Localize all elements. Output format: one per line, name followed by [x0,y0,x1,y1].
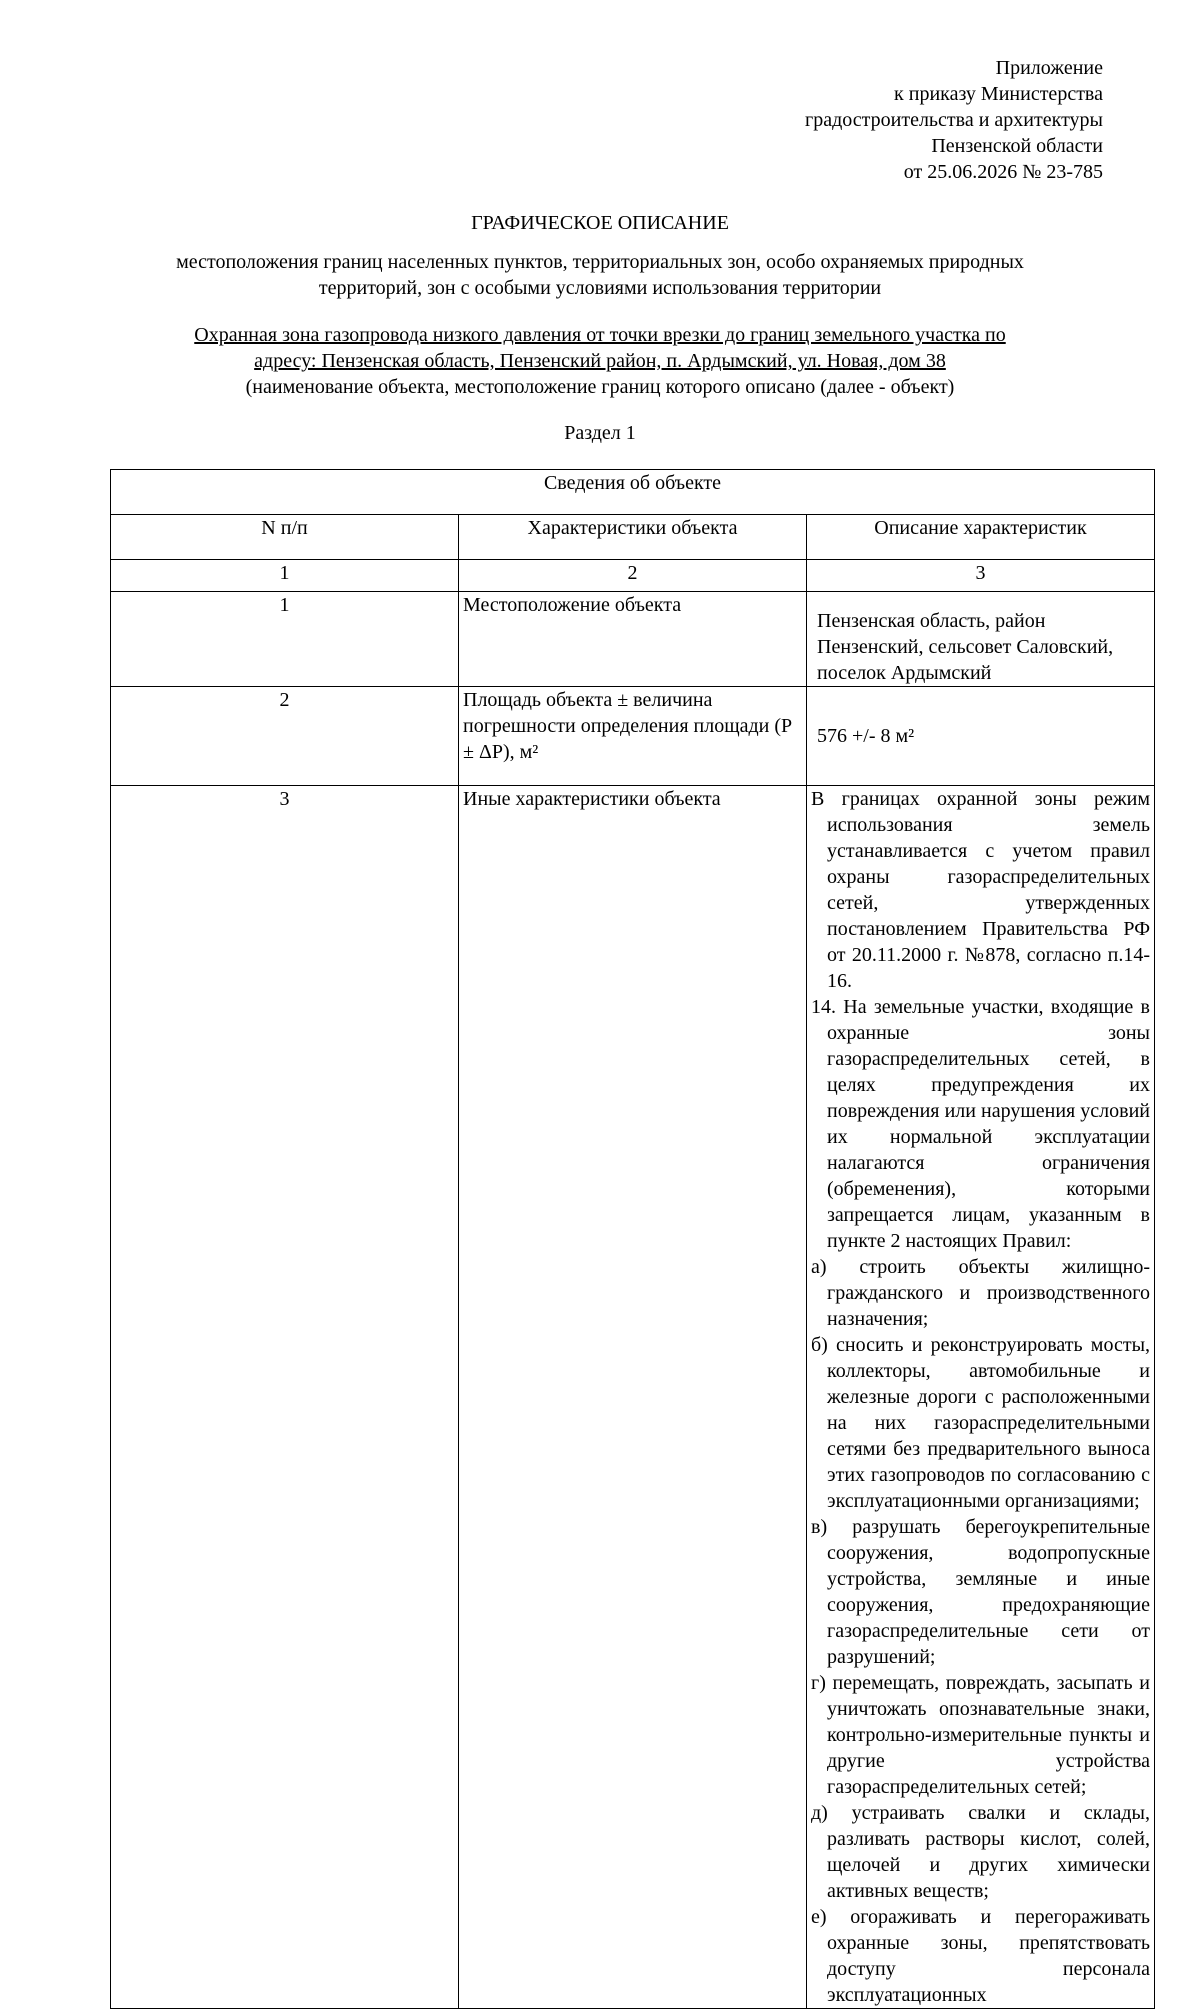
row-description [807,786,1155,2009]
description-paragraph: В границах охранной зоны режим использования земель устанавливается с учетом правил охраны газораспределительных сетей, утвержденных постановлением Правительства РФ от 20.11.2000 г. №878, согласно п.14-16. [811,788,1150,992]
approval-line-2: к приказу Министерства [894,83,1103,105]
row-description: 576 +/- 8 м² [817,725,915,747]
row-characteristic: Площадь объекта ± величина погрешности определения площади (P ± ΔP), м² [459,687,807,786]
row-characteristic: Иные характеристики объекта [459,786,807,2009]
description-paragraph: в) разрушать берегоукрепительные сооружения, водопропускные устройства, земляные и иные сооружения, предохраняющие газораспределительные сети от разрушений; [811,1516,1150,1668]
description-paragraph: г) перемещать, повреждать, засыпать и уничтожать опознавательные знаки, контрольно-измерительные пункты и другие устройства газораспределительных сетей; [811,1672,1150,1798]
col-number-3: 3 [807,560,1155,592]
row-number: 3 [111,786,459,2009]
col-header-number: N п/п [111,515,459,560]
col-number-2: 2 [459,560,807,592]
description-paragraph: а) строить объекты жилищно-гражданского и производственного назначения; [811,1256,1150,1330]
object-name-line-2: адресу: Пензенская область, Пензенский район, п. Ардымский, ул. Новая, дом 38 [254,350,946,372]
row-number: 2 [111,687,459,786]
description-paragraph: д) устраивать свалки и склады, разливать растворы кислот, солей, щелочей и других химически активных веществ; [811,1802,1150,1902]
col-header-description: Описание характеристик [807,515,1155,560]
table-caption: Сведения об объекте [111,470,1155,515]
table-row [111,687,1155,786]
approval-line-3: градостроительства и архитектуры [805,109,1103,131]
approval-line-4: Пензенской области [931,135,1103,157]
row-description: Пензенская область, район Пензенский, сельсовет Саловский, поселок Ардымский [817,610,1114,684]
description-paragraph: 14. На земельные участки, входящие в охранные зоны газораспределительных сетей, в целях предупреждения их повреждения или нарушения условий их нормальной эксплуатации налагаются ограничения (обременения), которыми запрещается лицам, указанным в пункте 2 настоящих Правил: [811,996,1150,1252]
table-row [111,786,1155,2009]
object-name-caption: (наименование объекта, местоположение границ которого описано (далее - объект) [245,376,955,398]
col-header-characteristic: Характеристики объекта [459,515,807,560]
row-number: 1 [111,592,459,687]
table-row [111,592,1155,687]
object-info-table [110,469,1155,2009]
approval-line-1: Приложение [995,57,1103,79]
col-number-1: 1 [111,560,459,592]
description-paragraph: е) огораживать и перегораживать охранные зоны, препятствовать доступу персонала эксплуатационных [811,1906,1150,2006]
subtitle-line-1: местоположения границ населенных пунктов, территориальных зон, особо охраняемых природных [176,251,1024,273]
description-paragraph: б) сносить и реконструировать мосты, коллекторы, автомобильные и железные дороги с расположенными на них газораспределительными сетями без предварительного выноса этих газопроводов по согласованию с эксплуатационными организациями; [811,1334,1150,1512]
document-title: ГРАФИЧЕСКОЕ ОПИСАНИЕ [471,212,729,234]
object-name-line-1: Охранная зона газопровода низкого давления от точки врезки до границ земельного участка по [194,324,1006,346]
approval-date-number: от 25.06.2026 № 23-785 [903,161,1103,183]
section-label: Раздел 1 [564,422,636,444]
subtitle-line-2: территорий, зон с особыми условиями использования территории [318,277,882,299]
row-characteristic: Местоположение объекта [459,592,807,687]
